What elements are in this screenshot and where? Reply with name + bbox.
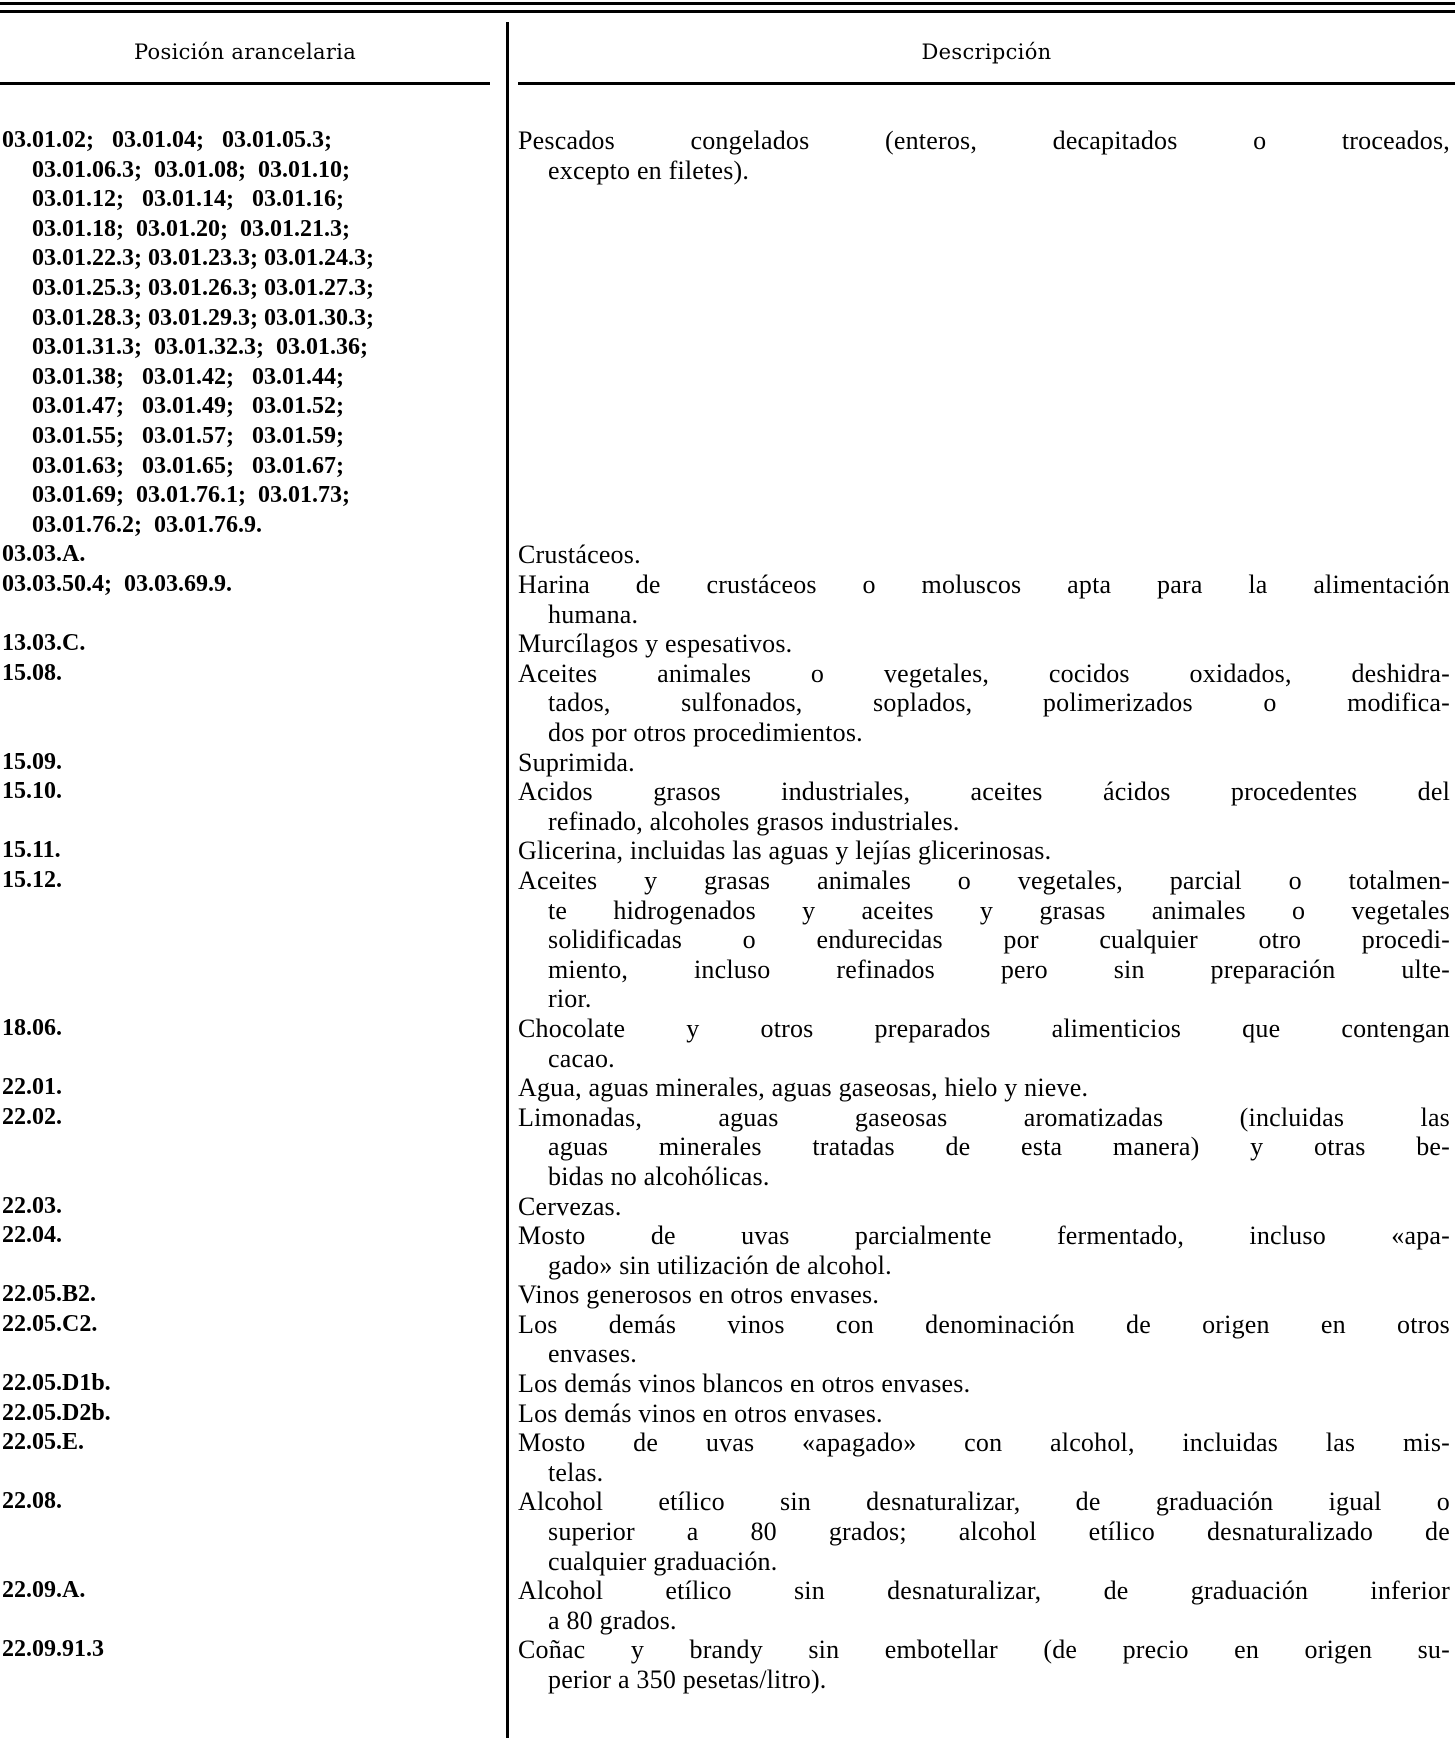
- tariff-description-line: Aceites y grasas animales o vegetales, parcial o totalmen-: [518, 865, 1450, 895]
- top-rule-secondary: [0, 10, 1455, 13]
- tariff-description: [518, 570, 1450, 629]
- tariff-description-line: Alcohol etílico sin desnaturalizar, de graduación inferior: [518, 1576, 1450, 1606]
- tariff-position-line: 03.01.31.3; 03.01.32.3; 03.01.36;: [32, 334, 368, 361]
- tariff-position: [0, 1192, 500, 1222]
- tariff-description: [518, 629, 1450, 659]
- table-row: [0, 1014, 1455, 1073]
- tariff-description-line: Vinos generosos en otros envases.: [518, 1280, 880, 1310]
- tariff-description: [518, 1428, 1450, 1487]
- tariff-description: [518, 1280, 1450, 1310]
- tariff-description-line: Harina de crustáceos o moluscos apta para la alimentación: [518, 569, 1450, 599]
- tariff-position: [0, 1428, 500, 1487]
- tariff-position: [0, 777, 500, 836]
- table-row: [0, 1221, 1455, 1280]
- tariff-position-line: 22.03.: [2, 1192, 62, 1219]
- tariff-description-line: cacao.: [548, 1043, 615, 1073]
- tariff-position-line: 03.01.28.3; 03.01.29.3; 03.01.30.3;: [32, 304, 374, 331]
- tariff-position-line: 03.01.38; 03.01.42; 03.01.44;: [32, 363, 344, 390]
- tariff-position: [0, 1103, 500, 1192]
- tariff-description-line: Mosto de uvas «apagado» con alcohol, incluidas las mis-: [518, 1428, 1450, 1458]
- tariff-position-line: 03.01.55; 03.01.57; 03.01.59;: [32, 422, 344, 449]
- tariff-description-line: Los demás vinos blancos en otros envases.: [518, 1369, 971, 1399]
- tariff-description-line: miento, incluso refinados pero sin preparación ulte-: [548, 954, 1450, 984]
- tariff-description-line: Cervezas.: [518, 1191, 622, 1221]
- tariff-position: [0, 1221, 500, 1280]
- tariff-description-line: telas.: [548, 1457, 604, 1487]
- tariff-position-line: 15.12.: [2, 866, 62, 893]
- tariff-position-line: 03.01.22.3; 03.01.23.3; 03.01.24.3;: [32, 245, 374, 272]
- tariff-description: [518, 1487, 1450, 1576]
- tariff-description-line: tados, sulfonados, soplados, polimerizados o modifica-: [548, 688, 1450, 718]
- tariff-position-line: 03.01.47; 03.01.49; 03.01.52;: [32, 393, 344, 420]
- tariff-position-line: 13.03.C.: [2, 630, 86, 657]
- header-description: Descripción: [921, 40, 1052, 64]
- tariff-description-line: superior a 80 grados; alcohol etílico desnaturalizado de: [548, 1517, 1450, 1547]
- tariff-description-line: Los demás vinos con denominación de origen en otros: [518, 1309, 1450, 1339]
- tariff-description-line: Crustáceos.: [518, 540, 641, 570]
- tariff-description: [518, 1576, 1450, 1635]
- tariff-table-body: [0, 126, 1455, 1695]
- tariff-description-line: refinado, alcoholes grasos industriales.: [548, 806, 960, 836]
- tariff-position: [0, 1073, 500, 1103]
- tariff-position-line: 03.01.63; 03.01.65; 03.01.67;: [32, 452, 344, 479]
- tariff-description: [518, 777, 1450, 836]
- tariff-description-line: excepto en filetes).: [548, 155, 750, 185]
- tariff-description-line: Limonadas, aguas gaseosas aromatizadas (incluidas las: [518, 1102, 1450, 1132]
- table-row: [0, 1399, 1455, 1429]
- table-row: [0, 1073, 1455, 1103]
- tariff-description-line: Murcílagos y espesativos.: [518, 629, 793, 659]
- tariff-description-line: cualquier graduación.: [548, 1546, 778, 1576]
- tariff-description-line: humana.: [548, 599, 639, 629]
- tariff-position: [0, 540, 500, 570]
- tariff-description: [518, 1369, 1450, 1399]
- tariff-position: [0, 836, 500, 866]
- table-row: [0, 1310, 1455, 1369]
- tariff-description: [518, 540, 1450, 570]
- tariff-position-line: 15.09.: [2, 748, 62, 775]
- table-row: [0, 126, 1455, 540]
- tariff-description-line: Acidos grasos industriales, aceites ácidos procedentes del: [518, 777, 1450, 807]
- tariff-position-line: 03.01.06.3; 03.01.08; 03.01.10;: [32, 156, 350, 183]
- tariff-description: [518, 1399, 1450, 1429]
- tariff-position: [0, 1014, 500, 1073]
- table-row: [0, 836, 1455, 866]
- tariff-description-line: Agua, aguas minerales, aguas gaseosas, hielo y nieve.: [518, 1073, 1089, 1103]
- tariff-position-line: 22.05.D1b.: [2, 1370, 111, 1397]
- table-row: [0, 1280, 1455, 1310]
- tariff-description-line: gado» sin utilización de alcohol.: [548, 1250, 892, 1280]
- tariff-position: [0, 1310, 500, 1369]
- table-row: [0, 1635, 1455, 1694]
- tariff-position: [0, 1369, 500, 1399]
- tariff-position: [0, 126, 500, 540]
- tariff-description-line: a 80 grados.: [548, 1605, 677, 1635]
- tariff-description: [518, 1635, 1450, 1694]
- table-row: [0, 629, 1455, 659]
- tariff-position-line: 22.09.A.: [2, 1577, 86, 1604]
- table-row: [0, 777, 1455, 836]
- tariff-description-line: Coñac y brandy sin embotellar (de precio en origen su-: [518, 1635, 1450, 1665]
- tariff-position: [0, 1280, 500, 1310]
- tariff-description-line: rior.: [548, 984, 592, 1014]
- tariff-description-line: Aceites animales o vegetales, cocidos oxidados, deshidra-: [518, 658, 1450, 688]
- tariff-position-line: 03.01.02; 03.01.04; 03.01.05.3;: [2, 127, 332, 153]
- tariff-position-line: 18.06.: [2, 1014, 62, 1041]
- tariff-description: [518, 1073, 1450, 1103]
- header-position: Posición arancelaria: [133, 40, 357, 64]
- table-row: [0, 1576, 1455, 1635]
- tariff-description: [518, 866, 1450, 1014]
- tariff-position-line: 22.08.: [2, 1488, 62, 1515]
- tariff-description-line: Suprimida.: [518, 747, 635, 777]
- tariff-position-line: 03.01.12; 03.01.14; 03.01.16;: [32, 186, 344, 213]
- tariff-position: [0, 1576, 500, 1635]
- tariff-description-line: bidas no alcohólicas.: [548, 1161, 770, 1191]
- tariff-description-line: Pescados congelados (enteros, decapitados o troceados,: [518, 126, 1450, 155]
- tariff-description-line: envases.: [548, 1339, 637, 1369]
- tariff-position: [0, 866, 500, 1014]
- tariff-position-line: 22.05.E.: [2, 1429, 85, 1456]
- tariff-description-line: Alcohol etílico sin desnaturalizar, de graduación igual o: [518, 1487, 1450, 1517]
- tariff-position-line: 03.01.69; 03.01.76.1; 03.01.73;: [32, 482, 350, 509]
- tariff-description: [518, 1310, 1450, 1369]
- tariff-description: [518, 1221, 1450, 1280]
- tariff-position-line: 15.11.: [2, 837, 61, 864]
- tariff-description: [518, 748, 1450, 778]
- tariff-description: [518, 126, 1450, 540]
- tariff-position: [0, 1487, 500, 1576]
- table-row: [0, 540, 1455, 570]
- tariff-description-line: te hidrogenados y aceites y grasas animales o vegetales: [548, 895, 1450, 925]
- table-row: [0, 1192, 1455, 1222]
- tariff-position-line: 22.05.D2b.: [2, 1399, 111, 1426]
- tariff-description: [518, 836, 1450, 866]
- tariff-position: [0, 1399, 500, 1429]
- table-row: [0, 1487, 1455, 1576]
- tariff-position-line: 03.03.A.: [2, 541, 86, 568]
- tariff-position-line: 22.05.C2.: [2, 1310, 98, 1337]
- tariff-description-line: aguas minerales tratadas de esta manera) y otras be-: [548, 1132, 1450, 1162]
- tariff-description-line: solidificadas o endurecidas por cualquier otro procedi-: [548, 925, 1450, 955]
- tariff-description: [518, 1192, 1450, 1222]
- tariff-position-line: 22.05.B2.: [2, 1281, 97, 1308]
- tariff-description-line: Glicerina, incluidas las aguas y lejías glicerinosas.: [518, 836, 1052, 866]
- tariff-position: [0, 570, 500, 629]
- tariff-position-line: 22.09.91.3: [2, 1636, 104, 1663]
- table-row: [0, 866, 1455, 1014]
- table-row: [0, 748, 1455, 778]
- tariff-position-line: 15.08.: [2, 659, 62, 686]
- tariff-position-line: 15.10.: [2, 778, 62, 805]
- tariff-position: [0, 1635, 500, 1694]
- tariff-position-line: 03.01.76.2; 03.01.76.9.: [32, 511, 262, 538]
- header-rule-description: [518, 82, 1455, 85]
- table-row: [0, 1103, 1455, 1192]
- table-row: [0, 1369, 1455, 1399]
- tariff-position-line: 03.01.25.3; 03.01.26.3; 03.01.27.3;: [32, 274, 374, 301]
- tariff-position: [0, 659, 500, 748]
- tariff-description-line: perior a 350 pesetas/litro).: [548, 1665, 827, 1695]
- tariff-description: [518, 659, 1450, 748]
- tariff-position: [0, 629, 500, 659]
- top-rule: [0, 2, 1455, 5]
- tariff-description: [518, 1103, 1450, 1192]
- header-rule-position: [0, 82, 490, 85]
- table-row: [0, 570, 1455, 629]
- table-row: [0, 659, 1455, 748]
- table-row: [0, 1428, 1455, 1487]
- tariff-position-line: 03.03.50.4; 03.03.69.9.: [2, 570, 232, 597]
- tariff-description-line: Chocolate y otros preparados alimenticios que contengan: [518, 1013, 1450, 1043]
- tariff-position: [0, 748, 500, 778]
- tariff-position-line: 22.01.: [2, 1074, 62, 1101]
- tariff-position-line: 03.01.18; 03.01.20; 03.01.21.3;: [32, 215, 350, 242]
- tariff-description-line: Los demás vinos en otros envases.: [518, 1398, 883, 1428]
- tariff-description-line: dos por otros procedimientos.: [548, 717, 863, 747]
- tariff-position-line: 22.02.: [2, 1103, 62, 1130]
- tariff-position-line: 22.04.: [2, 1222, 62, 1249]
- tariff-description-line: Mosto de uvas parcialmente fermentado, incluso «apa-: [518, 1221, 1450, 1251]
- tariff-description: [518, 1014, 1450, 1073]
